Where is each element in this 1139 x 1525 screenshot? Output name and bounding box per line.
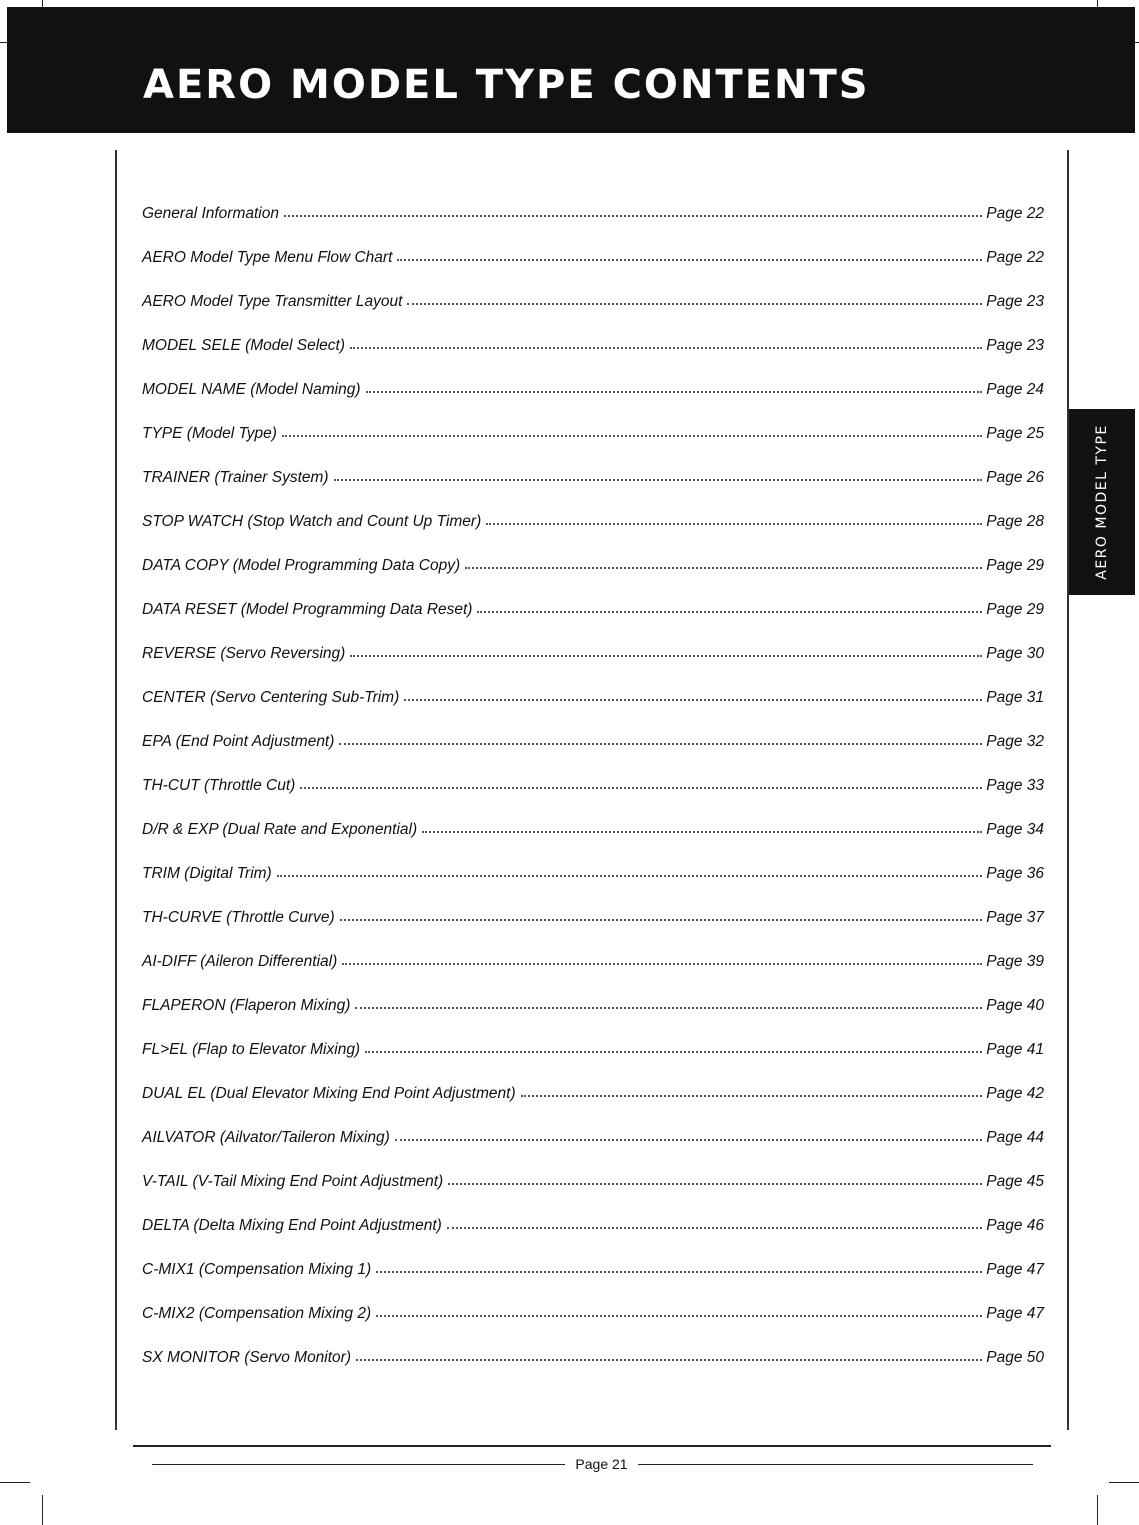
toc-entry[interactable] bbox=[142, 337, 1044, 381]
toc-entry[interactable] bbox=[142, 689, 1044, 733]
toc-entry[interactable] bbox=[142, 1349, 1044, 1393]
toc-entry-title: TH-CURVE (Throttle Curve) bbox=[142, 909, 335, 926]
toc-entry-title: REVERSE (Servo Reversing) bbox=[142, 645, 346, 662]
toc-dot-leader bbox=[404, 696, 982, 701]
side-tab-label: AERO MODEL TYPE bbox=[1093, 424, 1110, 580]
toc-entry-title: CENTER (Servo Centering Sub-Trim) bbox=[142, 689, 400, 706]
toc-entry-page: Page 45 bbox=[986, 1173, 1044, 1190]
toc-entry-title: SX MONITOR (Servo Monitor) bbox=[142, 1349, 352, 1366]
toc-entry-title: C-MIX2 (Compensation Mixing 2) bbox=[142, 1305, 372, 1322]
toc-entry[interactable] bbox=[142, 513, 1044, 557]
toc-entry-title: D/R & EXP (Dual Rate and Exponential) bbox=[142, 821, 418, 838]
toc-entry-title: AERO Model Type Menu Flow Chart bbox=[142, 249, 393, 266]
right-frame-rule bbox=[1067, 150, 1069, 1430]
toc-entry-page: Page 22 bbox=[986, 249, 1044, 266]
toc-entry-page: Page 29 bbox=[986, 557, 1044, 574]
toc-entry-page: Page 47 bbox=[986, 1305, 1044, 1322]
toc-entry[interactable] bbox=[142, 997, 1044, 1041]
toc-entry-page: Page 25 bbox=[986, 425, 1044, 442]
toc-entry[interactable] bbox=[142, 1041, 1044, 1085]
toc-entry-page: Page 37 bbox=[986, 909, 1044, 926]
toc-entry[interactable] bbox=[142, 1261, 1044, 1305]
toc-entry-title: C-MIX1 (Compensation Mixing 1) bbox=[142, 1261, 372, 1278]
toc-entry[interactable] bbox=[142, 865, 1044, 909]
toc-entry-title: V-TAIL (V-Tail Mixing End Point Adjustment) bbox=[142, 1173, 444, 1190]
toc-entry[interactable] bbox=[142, 645, 1044, 689]
toc-entry[interactable] bbox=[142, 425, 1044, 469]
section-side-tab bbox=[1068, 409, 1135, 595]
toc-entry-title: DATA RESET (Model Programming Data Reset) bbox=[142, 601, 473, 618]
toc-dot-leader bbox=[342, 960, 982, 965]
footer-rule bbox=[133, 1445, 1051, 1447]
toc-entry-title: DUAL EL (Dual Elevator Mixing End Point Adjustment) bbox=[142, 1085, 516, 1102]
crop-mark bbox=[1109, 1482, 1139, 1483]
toc-entry[interactable] bbox=[142, 909, 1044, 953]
toc-entry[interactable] bbox=[142, 733, 1044, 777]
toc-entry[interactable] bbox=[142, 1217, 1044, 1261]
toc-entry-page: Page 50 bbox=[986, 1349, 1044, 1366]
crop-mark bbox=[42, 1495, 43, 1525]
toc-dot-leader bbox=[277, 872, 983, 877]
toc-entry-page: Page 30 bbox=[986, 645, 1044, 662]
toc-entry-page: Page 44 bbox=[986, 1129, 1044, 1146]
toc-dot-leader bbox=[340, 916, 983, 921]
toc-dot-leader bbox=[422, 828, 982, 833]
toc-dot-leader bbox=[350, 652, 982, 657]
toc-entry-page: Page 23 bbox=[986, 293, 1044, 310]
toc-entry[interactable] bbox=[142, 249, 1044, 293]
toc-dot-leader bbox=[486, 520, 982, 525]
footer-rule-right bbox=[638, 1464, 1033, 1465]
toc-entry[interactable] bbox=[142, 1305, 1044, 1349]
toc-entry-title: DELTA (Delta Mixing End Point Adjustment) bbox=[142, 1217, 442, 1234]
page-number: Page 21 bbox=[575, 1456, 628, 1472]
crop-mark bbox=[1097, 1495, 1098, 1525]
toc-entry-page: Page 26 bbox=[986, 469, 1044, 486]
toc-dot-leader bbox=[339, 740, 982, 745]
toc-entry[interactable] bbox=[142, 381, 1044, 425]
toc-entry-page: Page 23 bbox=[986, 337, 1044, 354]
toc-entry-page: Page 47 bbox=[986, 1261, 1044, 1278]
toc-dot-leader bbox=[521, 1092, 983, 1097]
toc-entry[interactable] bbox=[142, 1085, 1044, 1129]
toc-dot-leader bbox=[284, 212, 982, 217]
toc-entry-title: AI-DIFF (Aileron Differential) bbox=[142, 953, 338, 970]
toc-entry[interactable] bbox=[142, 293, 1044, 337]
toc-entry-page: Page 41 bbox=[986, 1041, 1044, 1058]
toc-dot-leader bbox=[407, 300, 982, 305]
toc-entry-title: MODEL SELE (Model Select) bbox=[142, 337, 346, 354]
left-frame-rule bbox=[115, 150, 117, 1430]
toc-entry-title: EPA (End Point Adjustment) bbox=[142, 733, 335, 750]
toc-entry-title: FL>EL (Flap to Elevator Mixing) bbox=[142, 1041, 361, 1058]
toc-entry-title: General Information bbox=[142, 205, 279, 222]
toc-dot-leader bbox=[376, 1268, 982, 1273]
toc-entry-title: TYPE (Model Type) bbox=[142, 425, 277, 442]
toc-dot-leader bbox=[477, 608, 982, 613]
toc-dot-leader bbox=[365, 1048, 982, 1053]
toc-entry-page: Page 28 bbox=[986, 513, 1044, 530]
table-of-contents bbox=[142, 205, 1044, 1393]
toc-dot-leader bbox=[366, 388, 983, 393]
toc-entry-page: Page 24 bbox=[986, 381, 1044, 398]
toc-entry-page: Page 33 bbox=[986, 777, 1044, 794]
toc-entry-title: TRIM (Digital Trim) bbox=[142, 865, 272, 882]
toc-dot-leader bbox=[350, 344, 982, 349]
page-title: AERO MODEL TYPE CONTENTS bbox=[143, 62, 870, 108]
toc-entry[interactable] bbox=[142, 777, 1044, 821]
toc-entry-page: Page 32 bbox=[986, 733, 1044, 750]
footer-rule-left bbox=[152, 1464, 565, 1465]
toc-entry-title: AILVATOR (Ailvator/Taileron Mixing) bbox=[142, 1129, 390, 1146]
toc-entry[interactable] bbox=[142, 821, 1044, 865]
toc-entry-page: Page 40 bbox=[986, 997, 1044, 1014]
toc-dot-leader bbox=[355, 1004, 982, 1009]
toc-entry-page: Page 36 bbox=[986, 865, 1044, 882]
toc-entry-page: Page 31 bbox=[986, 689, 1044, 706]
toc-dot-leader bbox=[397, 256, 982, 261]
toc-entry[interactable] bbox=[142, 601, 1044, 645]
toc-entry-title: AERO Model Type Transmitter Layout bbox=[142, 293, 403, 310]
toc-dot-leader bbox=[356, 1356, 982, 1361]
toc-entry-title: DATA COPY (Model Programming Data Copy) bbox=[142, 557, 461, 574]
toc-entry-page: Page 34 bbox=[986, 821, 1044, 838]
toc-dot-leader bbox=[465, 564, 982, 569]
toc-entry[interactable] bbox=[142, 1173, 1044, 1217]
toc-entry[interactable] bbox=[142, 1129, 1044, 1173]
toc-entry[interactable] bbox=[142, 557, 1044, 601]
toc-entry-title: FLAPERON (Flaperon Mixing) bbox=[142, 997, 351, 1014]
toc-dot-leader bbox=[447, 1224, 982, 1229]
toc-dot-leader bbox=[300, 784, 982, 789]
toc-entry-page: Page 22 bbox=[986, 205, 1044, 222]
toc-entry-title: TH-CUT (Throttle Cut) bbox=[142, 777, 296, 794]
toc-entry-title: MODEL NAME (Model Naming) bbox=[142, 381, 361, 398]
toc-entry-page: Page 29 bbox=[986, 601, 1044, 618]
toc-entry-page: Page 39 bbox=[986, 953, 1044, 970]
toc-dot-leader bbox=[448, 1180, 982, 1185]
toc-entry[interactable] bbox=[142, 205, 1044, 249]
toc-entry[interactable] bbox=[142, 953, 1044, 997]
toc-entry-page: Page 42 bbox=[986, 1085, 1044, 1102]
crop-mark bbox=[0, 1482, 30, 1483]
toc-entry-title: STOP WATCH (Stop Watch and Count Up Timer) bbox=[142, 513, 482, 530]
toc-dot-leader bbox=[376, 1312, 982, 1317]
toc-dot-leader bbox=[334, 476, 983, 481]
toc-dot-leader bbox=[282, 432, 982, 437]
toc-entry[interactable] bbox=[142, 469, 1044, 513]
toc-entry-title: TRAINER (Trainer System) bbox=[142, 469, 329, 486]
toc-dot-leader bbox=[395, 1136, 982, 1141]
toc-entry-page: Page 46 bbox=[986, 1217, 1044, 1234]
